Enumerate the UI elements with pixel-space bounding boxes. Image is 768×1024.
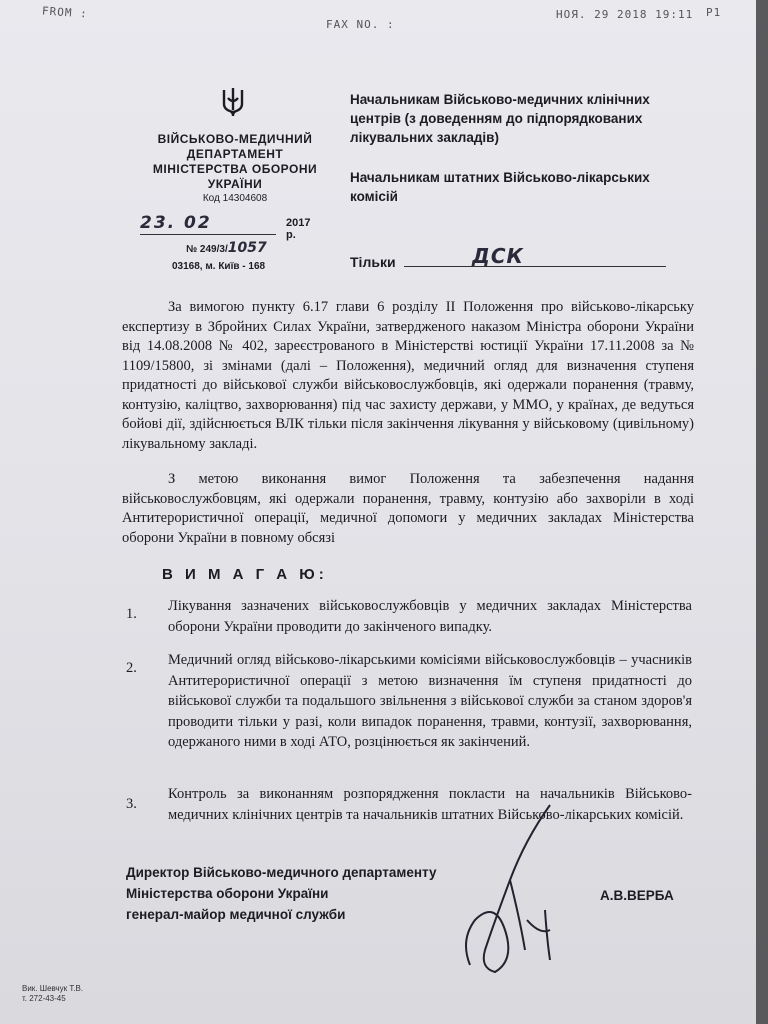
sender-address: 03168, м. Київ - 168 [172,261,266,272]
addressee-second: Начальникам штатних Військово-лікарських комісій [350,170,650,204]
executor-phone: т. 272-43-45 [22,994,66,1003]
paragraph-2: З метою виконання вимог Положення та забезпечення надання військовослужбовцям, які одержали поранення, травму, контузію або захворіли в ході Антитерористичної операції, медичної допомоги у медичних закладах Міністерства оборони України в повному обсязі [122,471,694,546]
document-year: 2017 р. [286,217,311,241]
document-number [186,240,267,256]
fax-from: FROM : [41,4,89,21]
item-text-2: Медичний огляд військово-лікарськими комісіями військовослужбовців – учасників Антитерористичної операції з метою визначення їм ступеня придатності до військової служби та подальшого звільнення з військової служби за станом здоров'я проводити тільки у разі, коли випадок поранення, травми, контузії, захворювання, одержаного ними в ході АТО, розцінюється як закінчений. [168,652,692,750]
footer-executor [22,984,83,1004]
only-label: Тільки [350,254,396,270]
signature-block [126,862,436,925]
sender-block [130,132,340,206]
sender-line-3: МІНІСТЕРСТВА ОБОРОНИ [152,162,318,176]
item-text-1: Лікування зазначених військовослужбовців у медичних закладах Міністерства оборони України проводити до закінченого випадку. [168,598,692,635]
handwritten-date: 23. 02 [140,213,212,233]
item-number-3: 3. [126,796,137,812]
only-handwritten: ДСК [472,244,524,268]
demand-heading: В И М А Г А Ю: [162,566,328,583]
item-number-1: 1. [126,606,137,622]
fax-page: P1 [706,6,722,19]
executor-name: Вик. Шевчук Т.В. [22,984,84,993]
number-prefix: № 249/3/ [186,244,228,255]
fax-date: НОЯ. 29 2018 19:11 [556,8,694,21]
handwritten-signature-icon [455,800,565,980]
only-underline [404,266,666,267]
signatory-name: А.В.ВЕРБА [600,888,674,903]
sender-line-1: ВІЙСЬКОВО-МЕДИЧНИЙ [157,132,313,146]
sender-line-4: УКРАЇНИ [207,177,263,191]
signature-line-1: Директор Військово-медичного департаменту [126,865,437,880]
sender-code: Код 14304608 [202,193,268,204]
trident-emblem-icon [220,86,246,118]
paragraph-1: За вимогою пункту 6.17 глави 6 розділу II Положення про військово-лікарську експертизу в Збройних Силах України, затвердженого наказом Міністра оборони України від 14.08.2008 № 402, зареєстрованого в Міністерстві юстиції України 17.11.2008 за № 1109/15800, зі змінами (далі – Положення), медичний огляд для визначення ступеня придатності до військової служби військовослужбовців, які одержали поранення (травму, контузію, каліцтво, захворювання) під час захисту держави, у ММО, у країнах, де ведуться бойові дії, здійснюється ВЛК тільки після закінчення лікування у військовому (цивільному) лікувальному закладі. [122,299,694,452]
sender-line-2: ДЕПАРТАМЕНТ [186,147,284,161]
handwritten-number: 1057 [227,240,267,256]
signature-line-2: Міністерства оборони України [126,886,329,901]
date-line [140,213,318,241]
item-number-2: 2. [126,660,137,676]
addressee-first: Начальникам Військово-медичних клінічних центрів (з доведенням до підпорядкованих лікувальних закладів) [350,92,650,145]
fax-number: FAX NO. : [326,18,395,31]
item-text-3: Контроль за виконанням розпорядження покласти на начальників Військово-медичних клінічних центрів та начальників штатних Військово-лікарських комісій. [168,786,692,823]
signature-line-3: генерал-майор медичної служби [126,907,346,922]
